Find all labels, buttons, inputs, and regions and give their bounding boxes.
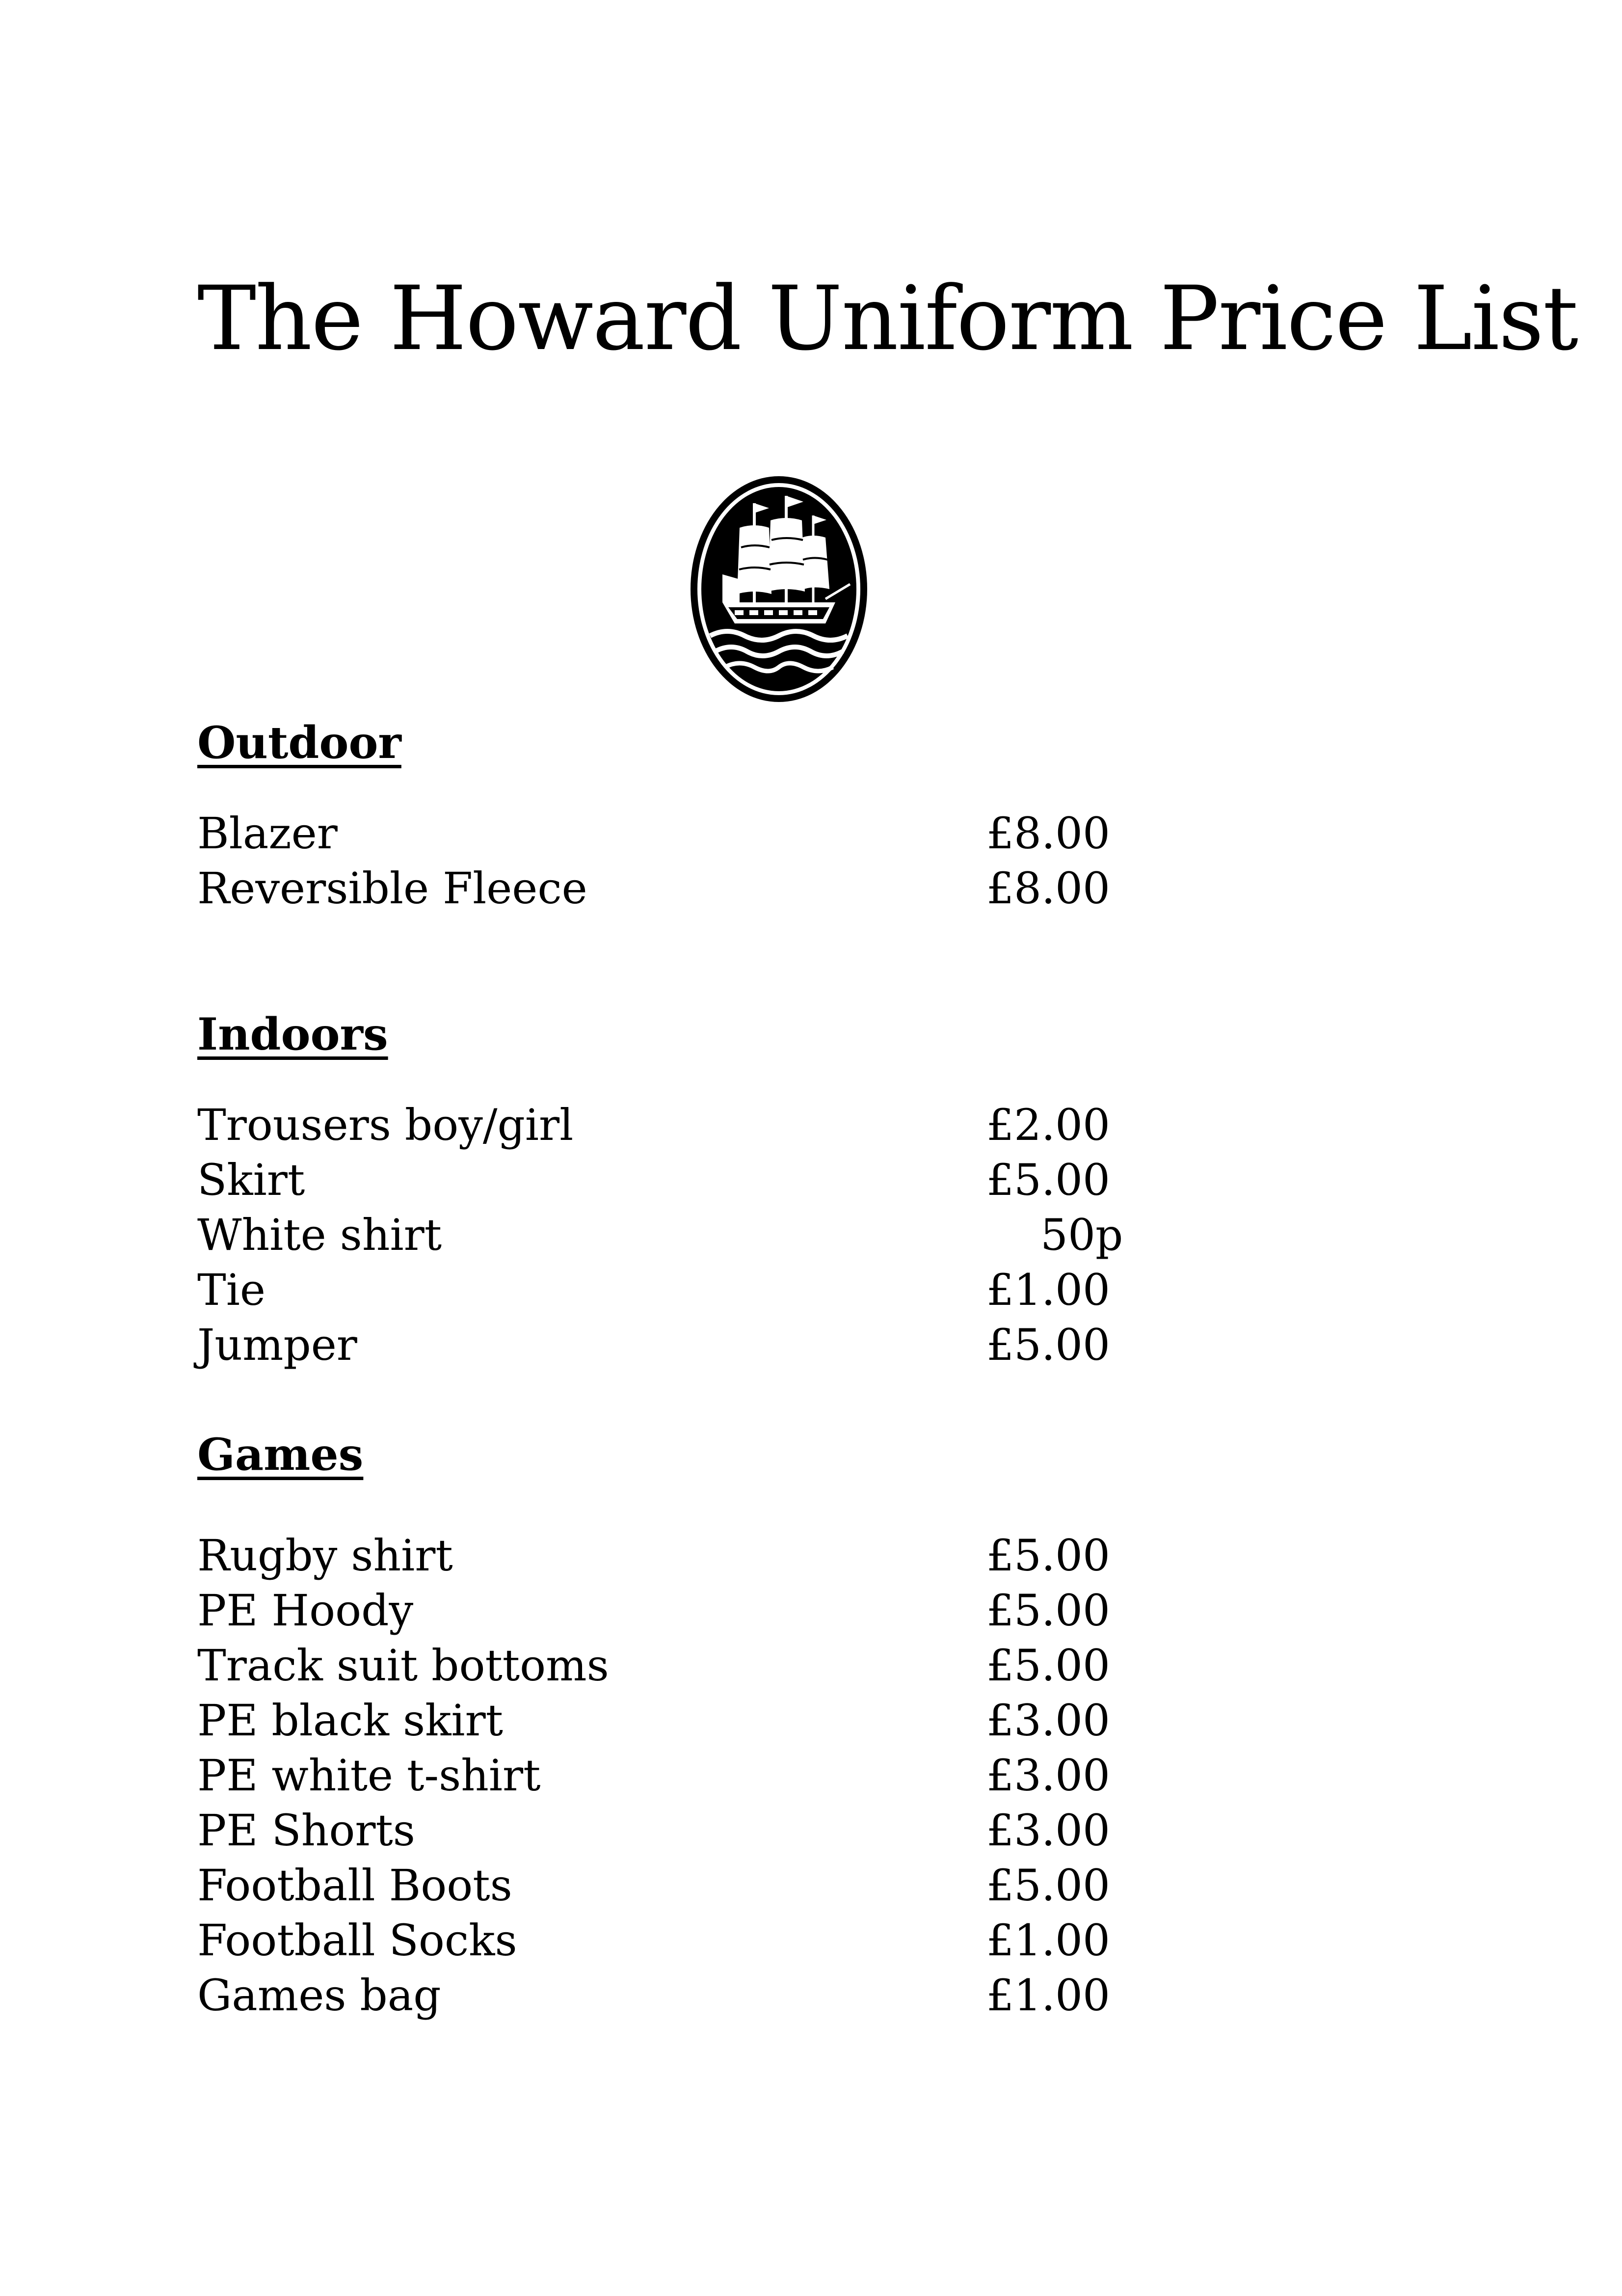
- item-price: £1.00: [986, 1265, 1110, 1315]
- item-price: £2.00: [986, 1100, 1110, 1150]
- item-name: Tie: [197, 1265, 266, 1315]
- list-item: [197, 1263, 1179, 1318]
- item-name: Skirt: [197, 1155, 305, 1205]
- item-price: £5.00: [986, 1640, 1110, 1691]
- item-name: Football Socks: [197, 1915, 517, 1966]
- item-name: Football Boots: [197, 1860, 512, 1911]
- item-price: £3.00: [986, 1695, 1110, 1746]
- item-price: £8.00: [986, 863, 1110, 914]
- section-heading-indoors: Indoors: [197, 1008, 388, 1060]
- item-price: £1.00: [986, 1915, 1110, 1966]
- item-name: PE white t-shirt: [197, 1750, 541, 1801]
- list-item: [197, 1913, 1179, 1968]
- ship-crest-icon: [688, 474, 870, 704]
- list-item: [197, 1693, 1179, 1748]
- item-price: 50p: [1040, 1210, 1123, 1260]
- item-price: £1.00: [986, 1970, 1110, 2021]
- item-name: PE Shorts: [197, 1805, 415, 1856]
- item-name: Reversible Fleece: [197, 863, 587, 914]
- item-price: £5.00: [986, 1530, 1110, 1581]
- item-name: Blazer: [197, 808, 338, 859]
- list-item: [197, 1318, 1179, 1373]
- item-name: Rugby shirt: [197, 1530, 453, 1581]
- item-name: Jumper: [197, 1320, 357, 1370]
- list-item: [197, 1968, 1179, 2023]
- item-name: Games bag: [197, 1970, 441, 2021]
- list-item: [197, 1638, 1179, 1693]
- list-item: [197, 861, 1179, 916]
- item-name: PE black skirt: [197, 1695, 504, 1746]
- list-item: [197, 1583, 1179, 1638]
- item-name: White shirt: [197, 1210, 442, 1260]
- list-item: [197, 1748, 1179, 1803]
- section-games: [197, 1428, 1179, 2023]
- item-price: £5.00: [986, 1585, 1110, 1636]
- item-price: £3.00: [986, 1750, 1110, 1801]
- item-name: PE Hoody: [197, 1585, 414, 1636]
- page-title: The Howard Uniform Price List: [197, 268, 1578, 370]
- list-item: [197, 1803, 1179, 1858]
- item-name: Track suit bottoms: [197, 1640, 609, 1691]
- list-item: [197, 1528, 1179, 1583]
- section-indoors: [197, 1007, 1179, 1373]
- school-crest: [688, 474, 870, 704]
- item-price: £5.00: [986, 1155, 1110, 1205]
- item-name: Trousers boy/girl: [197, 1100, 574, 1150]
- item-price: £5.00: [986, 1320, 1110, 1370]
- list-item: [197, 1208, 1179, 1263]
- list-item: [197, 1858, 1179, 1913]
- list-item: [197, 1098, 1179, 1153]
- section-heading-games: Games: [197, 1429, 364, 1481]
- item-price: £8.00: [986, 808, 1110, 859]
- item-price: £3.00: [986, 1805, 1110, 1856]
- list-item: [197, 1153, 1179, 1208]
- section-heading-outdoor: Outdoor: [197, 717, 401, 769]
- list-item: [197, 806, 1179, 861]
- section-outdoor: [197, 716, 1179, 916]
- item-price: £5.00: [986, 1860, 1110, 1911]
